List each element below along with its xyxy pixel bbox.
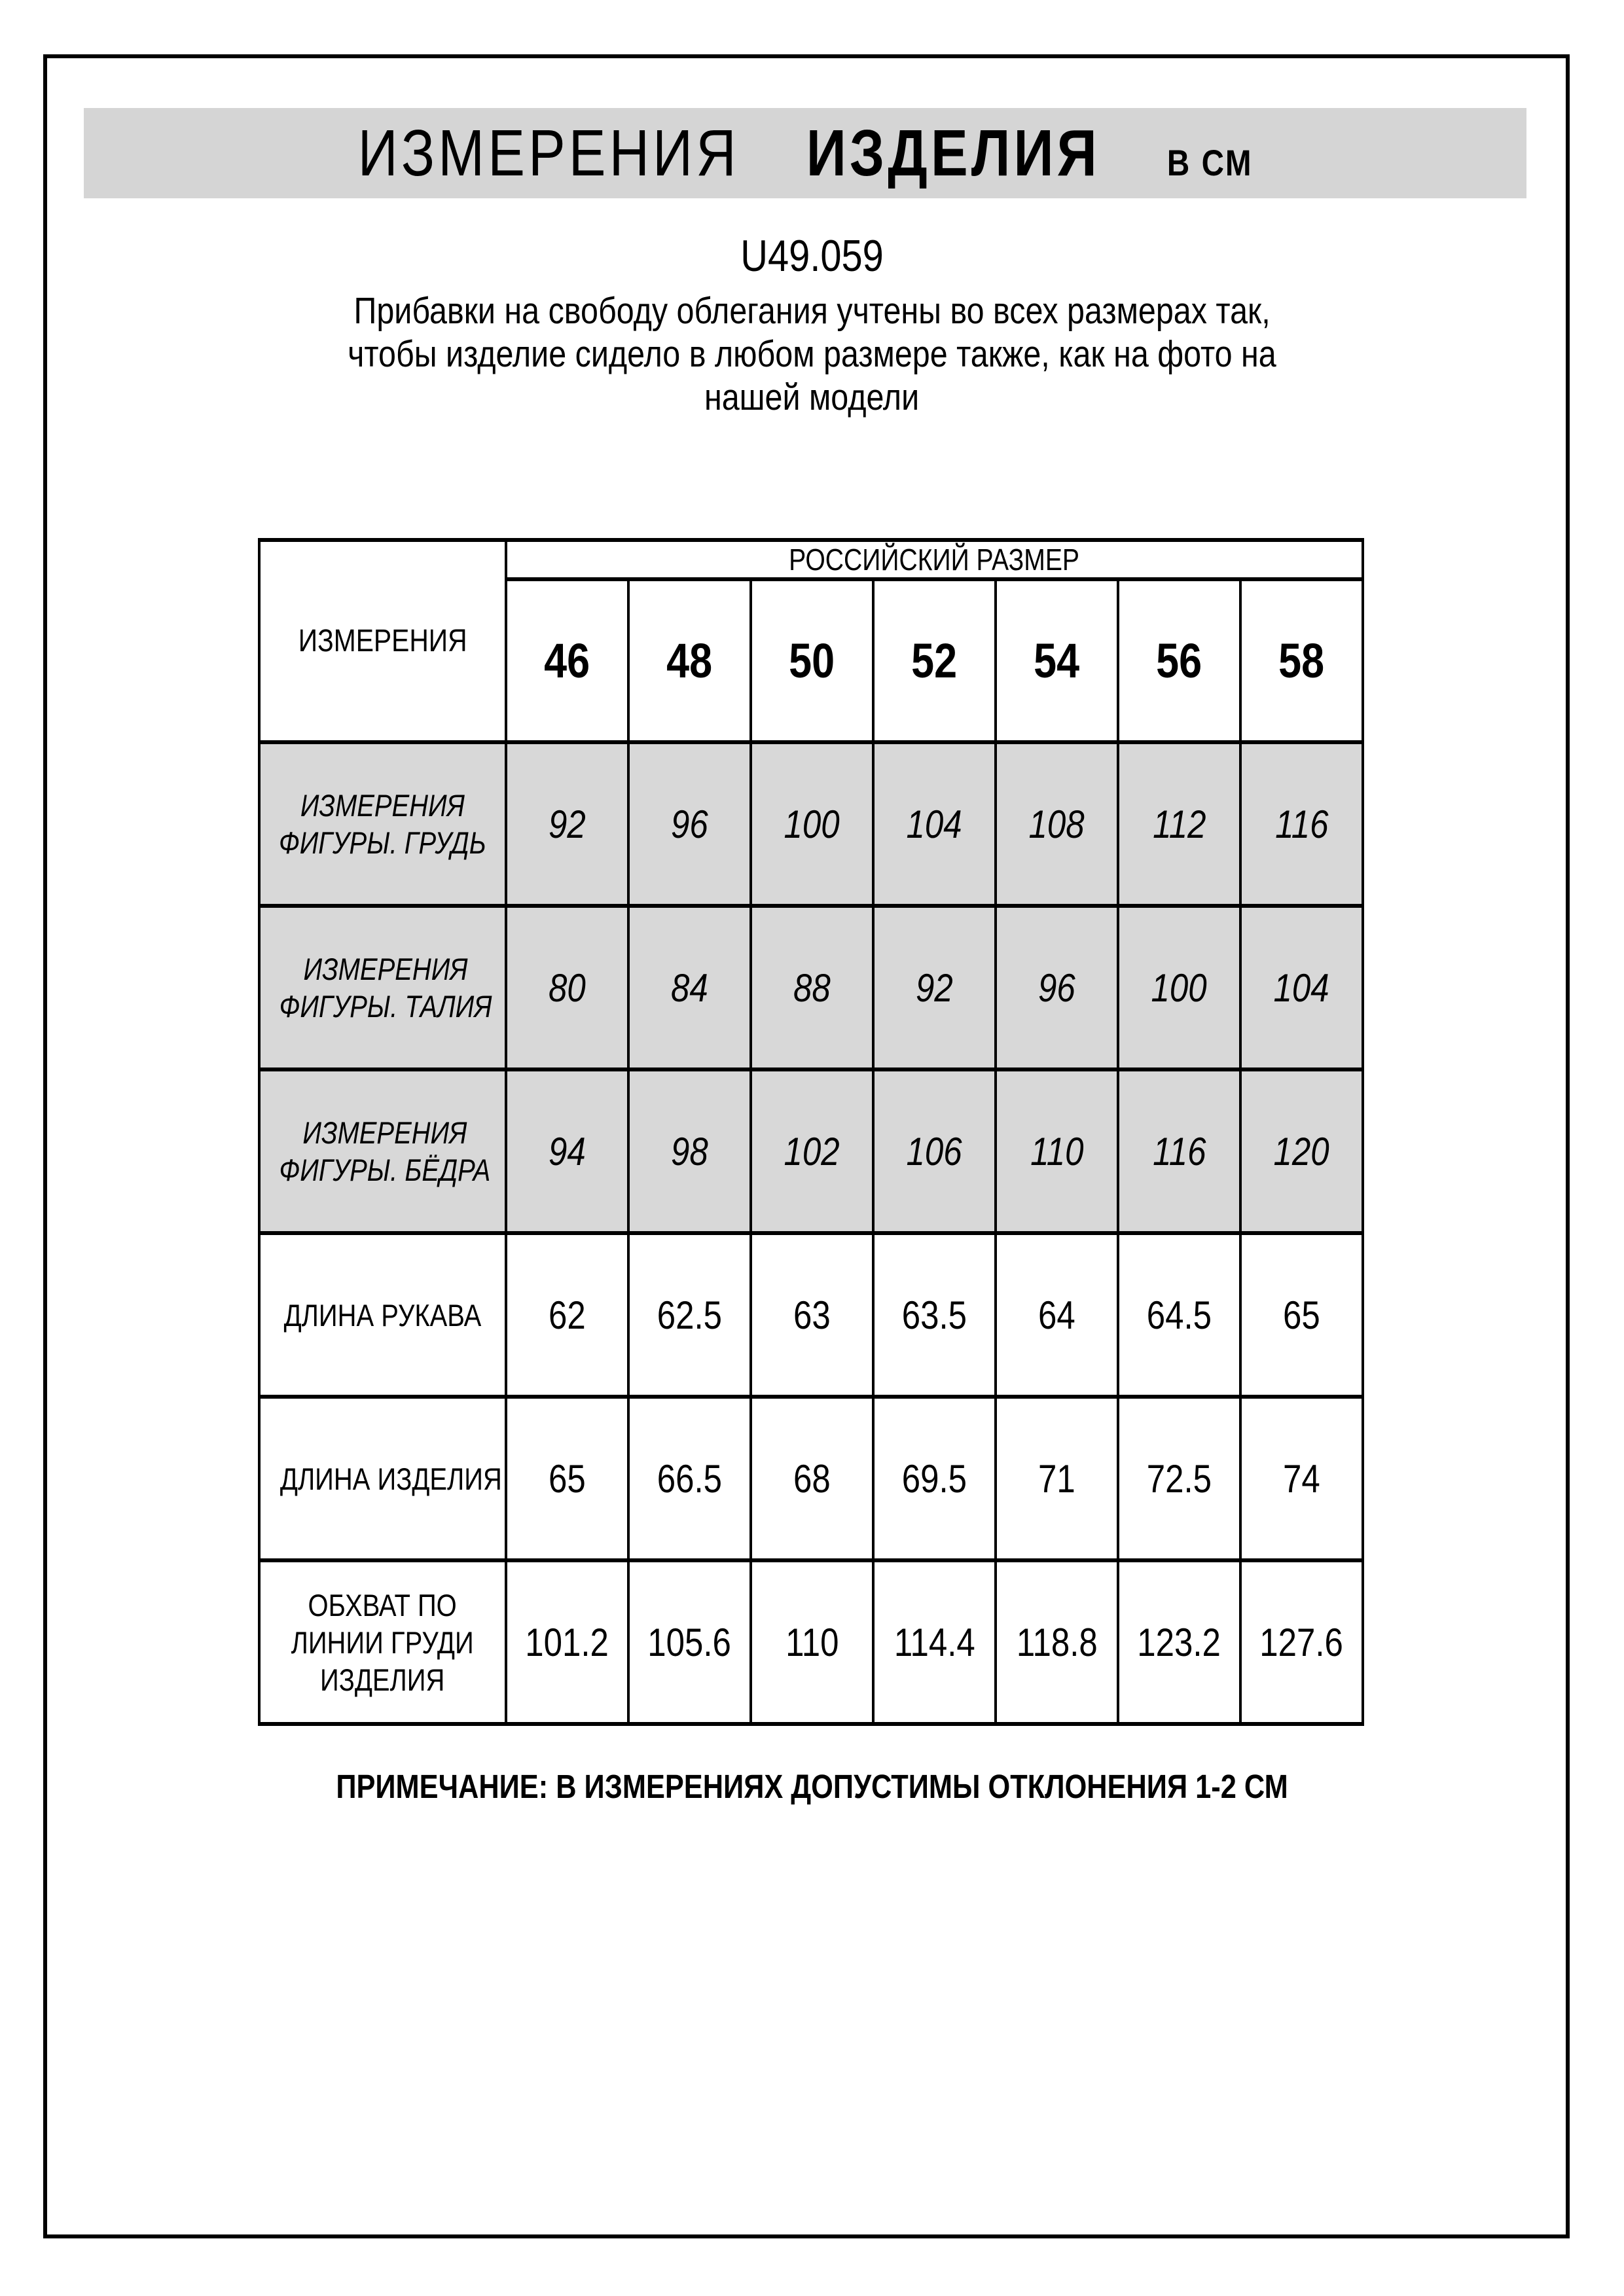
russian-size-header-cell: [506, 540, 1363, 579]
value-cell: [506, 1397, 628, 1560]
row-label-line: ИЗМЕРЕНИЯ: [303, 952, 468, 986]
cell-value: 112: [1152, 802, 1206, 846]
cell-value: 100: [784, 802, 840, 846]
value-cell: [506, 906, 628, 1069]
size-value: 48: [666, 634, 713, 688]
cell-value: 64.5: [1146, 1293, 1212, 1337]
cell-value: 116: [1274, 802, 1329, 846]
value-cell: [628, 1397, 751, 1560]
russian-size-header-label: РОССИЙСКИЙ РАЗМЕР: [789, 543, 1080, 577]
size-cell: [873, 579, 996, 742]
table-row-figure-hips: [259, 1069, 1363, 1233]
row-label-line: ДЛИНА РУКАВА: [283, 1297, 482, 1333]
row-label: [259, 742, 506, 906]
cell-value: 106: [906, 1129, 963, 1174]
value-cell: [873, 1233, 996, 1397]
description-line-2: чтобы изделие сидело в любом размере также, как на фото на: [348, 333, 1276, 375]
row-label: [259, 906, 506, 1069]
title-word-product: ИЗДЕЛИЯ: [806, 116, 1100, 190]
cell-value: 118.8: [1016, 1620, 1098, 1664]
size-value: 52: [911, 634, 958, 688]
cell-value: 62: [549, 1293, 586, 1337]
cell-value: 127.6: [1259, 1620, 1344, 1664]
value-cell: [1240, 1233, 1363, 1397]
value-cell: [1118, 1069, 1240, 1233]
cell-value: 71: [1038, 1456, 1075, 1501]
cell-value: 102: [784, 1129, 840, 1174]
value-cell: [751, 906, 873, 1069]
tolerance-note-line: [0, 1767, 1624, 1806]
cell-value: 63.5: [901, 1293, 967, 1337]
row-label-line: ИЗМЕРЕНИЯ: [302, 1115, 467, 1150]
cell-value: 110: [1030, 1129, 1084, 1174]
value-cell: [1118, 742, 1240, 906]
row-label: [259, 1397, 506, 1560]
value-cell: [628, 906, 751, 1069]
cell-value: 88: [793, 965, 831, 1010]
cell-value: 116: [1152, 1129, 1206, 1174]
fit-description: [0, 289, 1624, 419]
table-row-figure-waist: [259, 906, 1363, 1069]
cell-value: 62.5: [657, 1293, 723, 1337]
cell-value: 96: [1038, 965, 1075, 1010]
cell-value: 80: [549, 965, 586, 1010]
value-cell: [873, 1069, 996, 1233]
cell-value: 104: [906, 802, 963, 846]
size-value: 50: [789, 634, 835, 688]
size-cell: [506, 579, 628, 742]
product-code-line: [0, 230, 1624, 281]
corner-header-label: ИЗМЕРЕНИЯ: [298, 624, 467, 658]
value-cell: [751, 1233, 873, 1397]
row-label-line: ИЗМЕРЕНИЯ: [300, 788, 465, 823]
cell-value: 65: [549, 1456, 586, 1501]
cell-value: 105.6: [647, 1620, 732, 1664]
cell-value: 110: [785, 1620, 839, 1664]
cell-value: 84: [671, 965, 708, 1010]
size-cell: [751, 579, 873, 742]
size-chart-table: [258, 538, 1364, 1726]
cell-value: 101.2: [525, 1620, 609, 1664]
row-label: [259, 1233, 506, 1397]
cell-value: 65: [1283, 1293, 1320, 1337]
cell-value: 120: [1273, 1129, 1330, 1174]
table-row-item-length: [259, 1397, 1363, 1560]
cell-value: 69.5: [901, 1456, 967, 1501]
tolerance-note: ПРИМЕЧАНИЕ: В ИЗМЕРЕНИЯХ ДОПУСТИМЫ ОТКЛОНЕНИЯ 1-2 СМ: [336, 1768, 1288, 1805]
cell-value: 92: [549, 802, 586, 846]
table-row-figure-chest: [259, 742, 1363, 906]
value-cell: [628, 1069, 751, 1233]
table-row-chest-girth-item: [259, 1560, 1363, 1724]
cell-value: 100: [1151, 965, 1208, 1010]
row-label-line: ОБХВАТ ПО: [308, 1587, 458, 1623]
value-cell: [873, 1560, 996, 1724]
title-word-measurements: ИЗМЕРЕНИЯ: [357, 116, 740, 190]
value-cell: [628, 742, 751, 906]
size-cell: [1118, 579, 1240, 742]
value-cell: [1118, 906, 1240, 1069]
value-cell: [1240, 1069, 1363, 1233]
value-cell: [996, 1397, 1118, 1560]
value-cell: [1240, 906, 1363, 1069]
row-label-line: ФИГУРЫ. ТАЛИЯ: [279, 989, 492, 1024]
cell-value: 96: [671, 802, 708, 846]
value-cell: [996, 1233, 1118, 1397]
cell-value: 66.5: [657, 1456, 723, 1501]
cell-value: 74: [1283, 1456, 1320, 1501]
value-cell: [996, 742, 1118, 906]
product-code: U49.059: [740, 231, 884, 281]
value-cell: [506, 742, 628, 906]
row-label-line: ДЛИНА ИЗДЕЛИЯ: [280, 1461, 502, 1496]
cell-value: 108: [1028, 802, 1085, 846]
cell-value: 92: [916, 965, 953, 1010]
value-cell: [996, 906, 1118, 1069]
value-cell: [628, 1560, 751, 1724]
value-cell: [873, 906, 996, 1069]
value-cell: [506, 1233, 628, 1397]
value-cell: [751, 1069, 873, 1233]
cell-value: 72.5: [1146, 1456, 1212, 1501]
row-label: [259, 1560, 506, 1724]
description-line-1: Прибавки на свободу облегания учтены во всех размерах так,: [353, 290, 1271, 332]
corner-header-cell: [259, 540, 506, 742]
description-line-3: нашей модели: [704, 376, 920, 418]
value-cell: [751, 1397, 873, 1560]
row-label-line: ЛИНИИ ГРУДИ: [291, 1624, 475, 1660]
value-cell: [628, 1233, 751, 1397]
cell-value: 68: [793, 1456, 831, 1501]
value-cell: [1118, 1233, 1240, 1397]
value-cell: [1118, 1560, 1240, 1724]
title-band: [84, 108, 1526, 198]
value-cell: [996, 1069, 1118, 1233]
cell-value: 64: [1038, 1293, 1075, 1337]
value-cell: [751, 742, 873, 906]
size-value: 56: [1156, 634, 1202, 688]
row-label-line: ИЗДЕЛИЯ: [320, 1662, 445, 1697]
size-cell: [1240, 579, 1363, 742]
size-value: 46: [544, 634, 590, 688]
value-cell: [1240, 1560, 1363, 1724]
value-cell: [751, 1560, 873, 1724]
value-cell: [1118, 1397, 1240, 1560]
cell-value: 98: [671, 1129, 708, 1174]
page-title: [357, 116, 1252, 191]
row-label-line: ФИГУРЫ. ГРУДЬ: [279, 825, 486, 860]
table-row-russian-size: [259, 540, 1363, 579]
cell-value: 63: [793, 1293, 831, 1337]
value-cell: [996, 1560, 1118, 1724]
value-cell: [506, 1069, 628, 1233]
size-value: 54: [1034, 634, 1080, 688]
cell-value: 123.2: [1137, 1620, 1221, 1664]
table-row-sleeve-length: [259, 1233, 1363, 1397]
size-cell: [996, 579, 1118, 742]
title-unit-cm: В СМ: [1166, 141, 1253, 183]
value-cell: [1240, 1397, 1363, 1560]
cell-value: 104: [1273, 965, 1330, 1010]
size-cell: [628, 579, 751, 742]
value-cell: [1240, 742, 1363, 906]
row-label: [259, 1069, 506, 1233]
cell-value: 94: [549, 1129, 586, 1174]
size-value: 58: [1278, 634, 1325, 688]
value-cell: [873, 1397, 996, 1560]
value-cell: [873, 742, 996, 906]
value-cell: [506, 1560, 628, 1724]
cell-value: 114.4: [893, 1620, 975, 1664]
row-label-line: ФИГУРЫ. БЁДРА: [279, 1153, 491, 1187]
